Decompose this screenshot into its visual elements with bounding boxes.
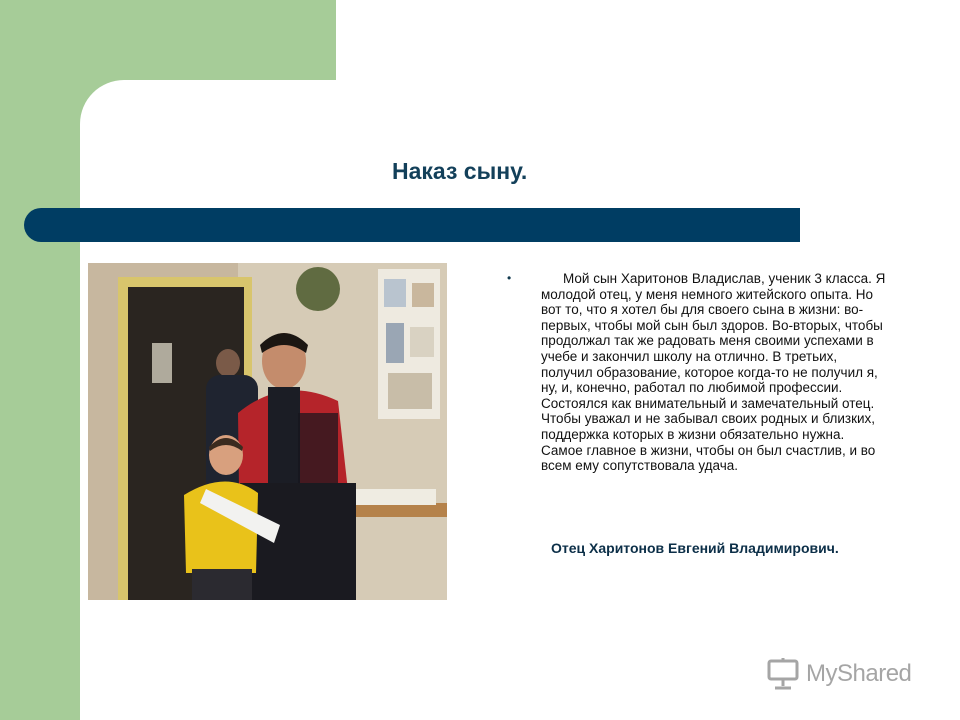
rounded-corner-accent [80,80,124,124]
photo-illustration [88,263,447,600]
myshared-watermark [766,654,926,694]
body-text: Мой сын Харитонов Владислав, ученик 3 класса. Я молодой отец, у меня немного житейского опыта. Но вот то, что я хотел бы для своего сына в жизни: во-первых, чтобы мой сын был здоров. Во-вторых, чтобы продолжал так же радовать меня своими успехами в учебе и закончил школу на отлично. В третьих, получил образование, которое когда-то не получил я, ну, и, конечно, работал по любимой профессии. Состоялся как внимательный и замечательный отец. Чтобы уважал и не забывал своих родных и близких, поддержка которых в жизни обязательно нужна. Самое главное в жизни, чтобы он был счастлив, и во всем ему сопутствовала удача. [541,271,886,474]
father-and-son-photo [88,263,447,600]
green-top-block [80,0,336,80]
green-left-stripe [0,0,80,720]
presentation-icon [766,657,800,691]
slide-title: Наказ сыну. [392,158,528,184]
signature: Отец Харитонов Евгений Владимирович. [551,540,839,556]
bullet-marker: • [507,271,512,285]
title-divider-bar [24,208,800,242]
watermark-brand: MyShared [806,660,912,687]
